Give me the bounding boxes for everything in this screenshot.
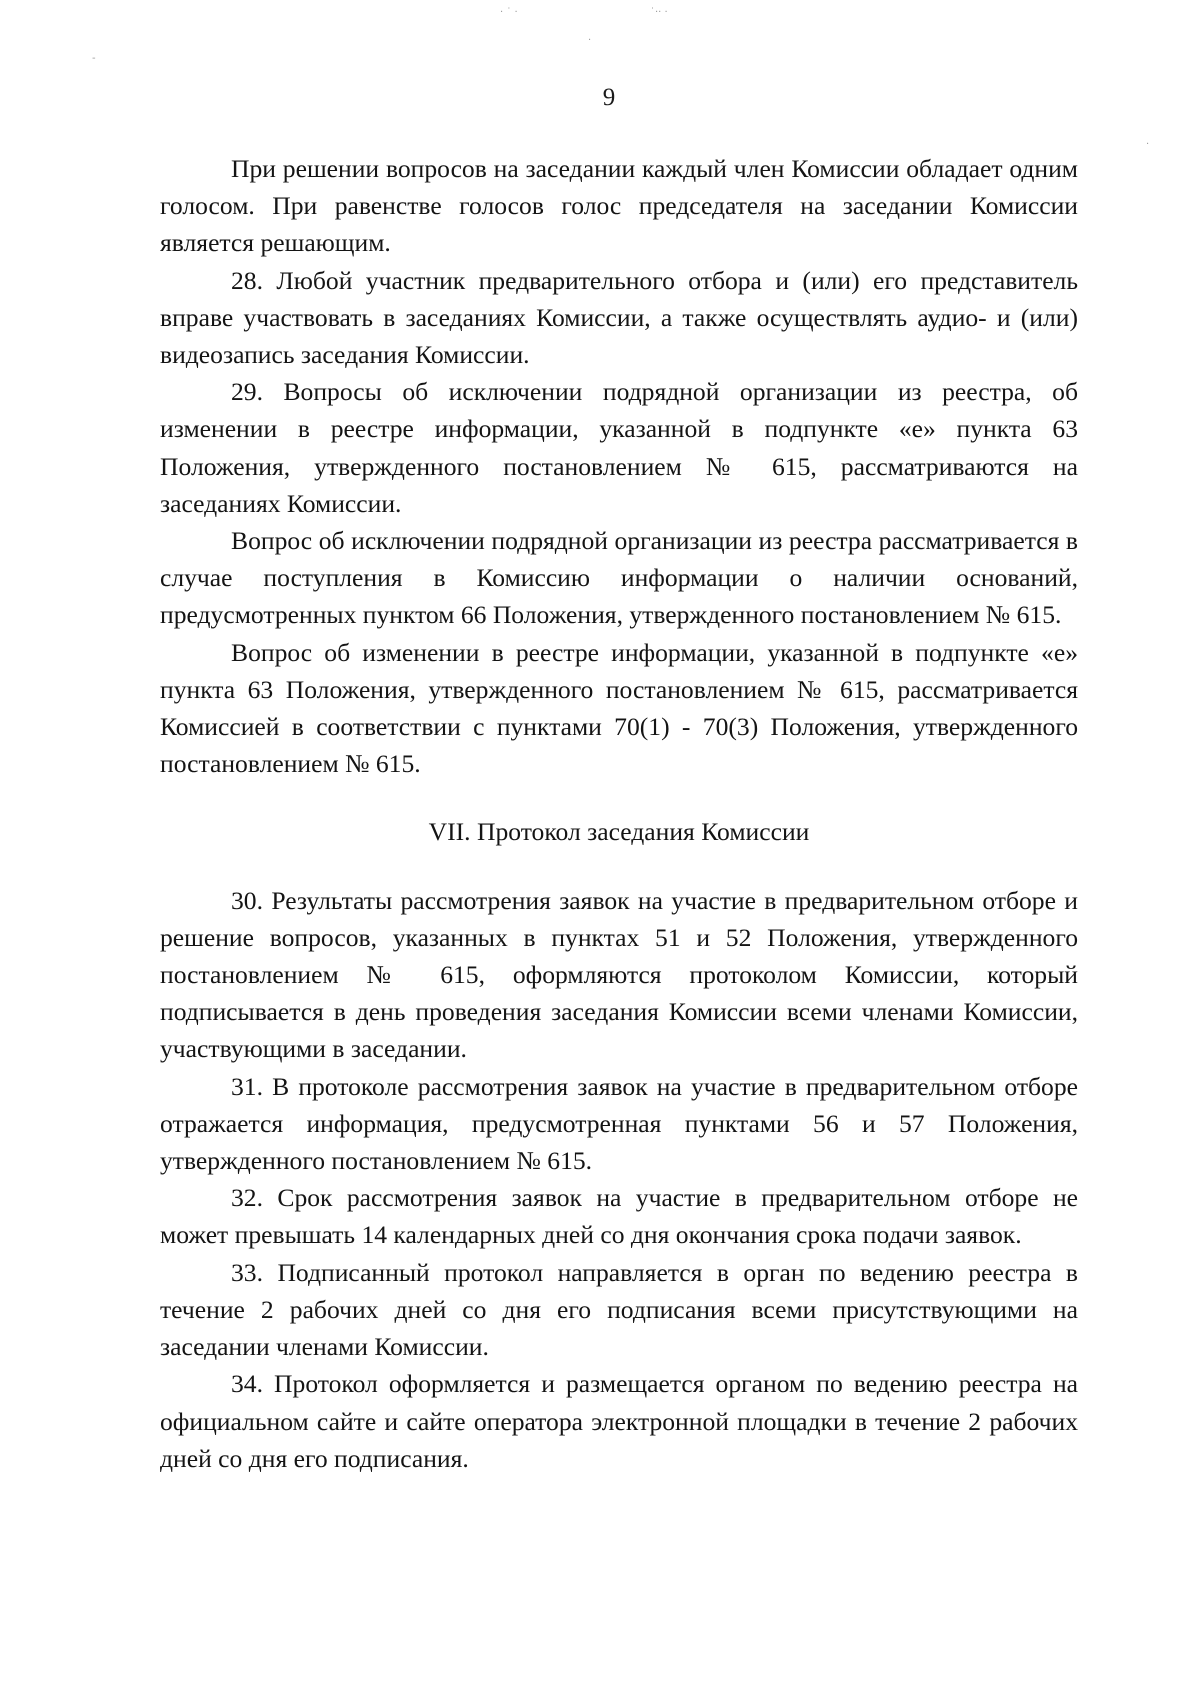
paragraph: 32. Срок рассмотрения заявок на участие в предварительном отборе не может превышать 14 календарных дней со дня окончания срока подачи заявок. (160, 1183, 1078, 1250)
scan-speck: · ˙ · (500, 7, 518, 18)
paragraph: 29. Вопросы об исключении подрядной организации из реестра, об изменении в реестре информации, указанной в подпункте «е» пункта 63 Положения, утвержденного постановлением № 615, рассматриваются на заседаниях Комиссии. (160, 377, 1078, 518)
paragraph: Вопрос об изменении в реестре информации, указанной в подпункте «е» пункта 63 Положения, утвержденного постановлением № 615, рассматривается Комиссией в соответствии с пунктами 70(1) - 70(3) Положения, утвержденного постановлением № 615. (160, 637, 1078, 779)
paragraph: 31. В протоколе рассмотрения заявок на участие в предварительном отборе отражается информация, предусмотренная пунктами 56 и 57 Положения, утвержденного постановлением № 615. (160, 1071, 1078, 1176)
paragraph: При решении вопросов на заседании каждый член Комиссии обладает одним голосом. При равенстве голосов голос председателя на заседании Комиссии является решающим. (160, 154, 1078, 258)
scan-speck: ˙·· · (650, 7, 668, 18)
page-number: 9 (602, 84, 616, 111)
scan-speck: · (588, 35, 592, 46)
paragraph: 28. Любой участник предварительного отбора и (или) его представитель вправе участвовать в заседаниях Комиссии, а также осуществлять аудио- и (или) видеозапись заседания Комиссии. (160, 265, 1078, 370)
paragraph: 33. Подписанный протокол направляется в орган по ведению реестра в течение 2 рабочих дней со дня его подписания всеми присутствующими на заседании членами Комиссии. (160, 1257, 1078, 1362)
paragraph: 34. Протокол оформляется и размещается органом по ведению реестра на официальном сайте и сайте оператора электронной площадки в течение 2 рабочих дней со дня его подписания. (160, 1369, 1078, 1473)
paragraph: 30. Результаты рассмотрения заявок на участие в предварительном отборе и решение вопросов, указанных в пунктах 51 и 52 Положения, утвержденного постановлением № 615, оформляются протоколом Комиссии, который подписывается в день проведения заседания Комиссии всеми членами Комиссии, участвующими в заседании. (160, 885, 1078, 1064)
paragraph: Вопрос об исключении подрядной организации из реестра рассматривается в случае поступления в Комиссию информации о наличии оснований, предусмотренных пунктом 66 Положения, утвержденного постановлением № 615. (160, 526, 1078, 630)
document-body (160, 150, 1078, 1477)
scan-speck: - (92, 53, 96, 64)
section-heading: VII. Протокол заседания Комиссии (428, 817, 810, 847)
scan-speck: · (1146, 139, 1150, 150)
